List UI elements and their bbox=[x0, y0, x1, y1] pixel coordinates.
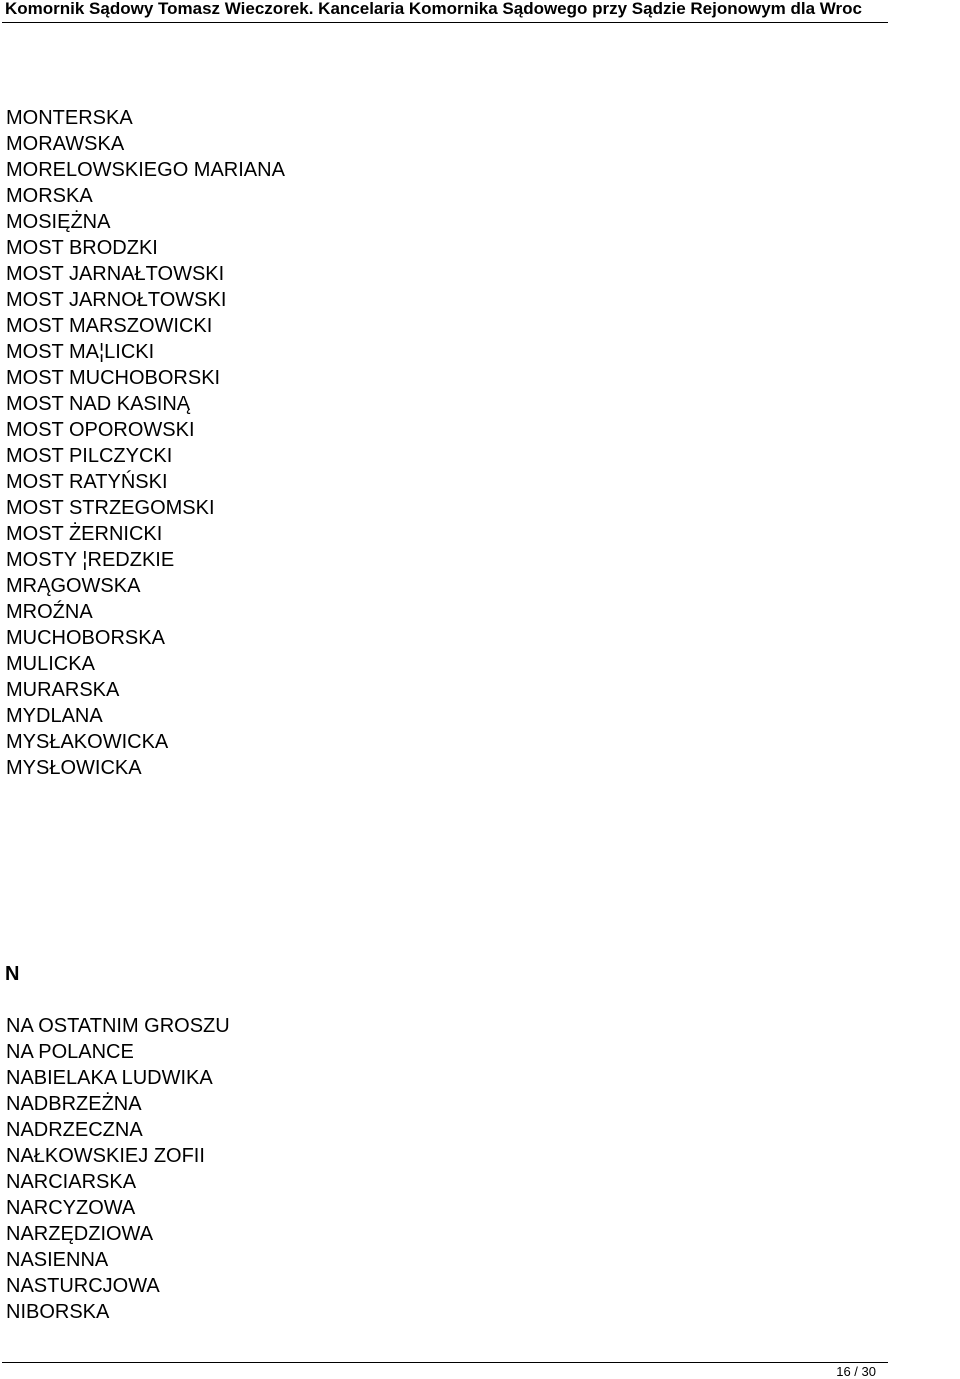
street-item: NARZĘDZIOWA bbox=[6, 1223, 154, 1245]
header-title: Komornik Sądowy Tomasz Wieczorek. Kancelaria Komornika Sądowego przy Sądzie Rejonowym dla Wroc bbox=[5, 0, 862, 18]
footer-divider bbox=[2, 1362, 888, 1363]
street-item: MORSKA bbox=[6, 185, 93, 207]
header-divider bbox=[2, 22, 888, 23]
street-item: NIBORSKA bbox=[6, 1301, 110, 1323]
street-item: MYSŁAKOWICKA bbox=[6, 731, 169, 753]
street-item: MOSTY ¦REDZKIE bbox=[6, 549, 175, 571]
street-list-n bbox=[6, 1013, 230, 1325]
street-item: NASTURCJOWA bbox=[6, 1275, 160, 1297]
street-item: NADBRZEŻNA bbox=[6, 1093, 142, 1115]
street-item: MOST ŻERNICKI bbox=[6, 523, 163, 545]
street-item: MOST JARNOŁTOWSKI bbox=[6, 289, 227, 311]
street-item: MORAWSKA bbox=[6, 133, 125, 155]
page-header bbox=[0, 0, 960, 24]
page-number: 16 / 30 bbox=[836, 1364, 876, 1379]
street-item: NARCIARSKA bbox=[6, 1171, 137, 1193]
street-item: MONTERSKA bbox=[6, 107, 133, 129]
street-item: MOST MA¦LICKI bbox=[6, 341, 155, 363]
street-item: MYDLANA bbox=[6, 705, 103, 727]
street-item: MULICKA bbox=[6, 653, 95, 675]
section-heading-n: N bbox=[5, 963, 20, 985]
street-item: NAŁKOWSKIEJ ZOFII bbox=[6, 1145, 205, 1167]
street-item: MOST MUCHOBORSKI bbox=[6, 367, 221, 389]
street-item: MOST JARNAŁTOWSKI bbox=[6, 263, 225, 285]
street-item: MRĄGOWSKA bbox=[6, 575, 141, 597]
street-item: MOST NAD KASINĄ bbox=[6, 393, 191, 415]
street-item: MOST BRODZKI bbox=[6, 237, 158, 259]
street-item: MURARSKA bbox=[6, 679, 120, 701]
street-item: MORELOWSKIEGO MARIANA bbox=[6, 159, 285, 181]
street-item: MROŹNA bbox=[6, 601, 93, 623]
street-item: NA POLANCE bbox=[6, 1041, 134, 1063]
street-item: NASIENNA bbox=[6, 1249, 109, 1271]
street-item: NABIELAKA LUDWIKA bbox=[6, 1067, 213, 1089]
street-item: MOST PILCZYCKI bbox=[6, 445, 173, 467]
street-item: MOST RATYŃSKI bbox=[6, 471, 168, 493]
street-item: NA OSTATNIM GROSZU bbox=[6, 1015, 230, 1037]
street-item: MUCHOBORSKA bbox=[6, 627, 165, 649]
street-item: MOST OPOROWSKI bbox=[6, 419, 195, 441]
street-item: MOST MARSZOWICKI bbox=[6, 315, 213, 337]
street-item: MOST STRZEGOMSKI bbox=[6, 497, 215, 519]
street-item: NARCYZOWA bbox=[6, 1197, 136, 1219]
street-list-m bbox=[6, 105, 285, 781]
street-item: NADRZECZNA bbox=[6, 1119, 143, 1141]
street-item: MYSŁOWICKA bbox=[6, 757, 142, 779]
street-item: MOSIĘŻNA bbox=[6, 211, 111, 233]
